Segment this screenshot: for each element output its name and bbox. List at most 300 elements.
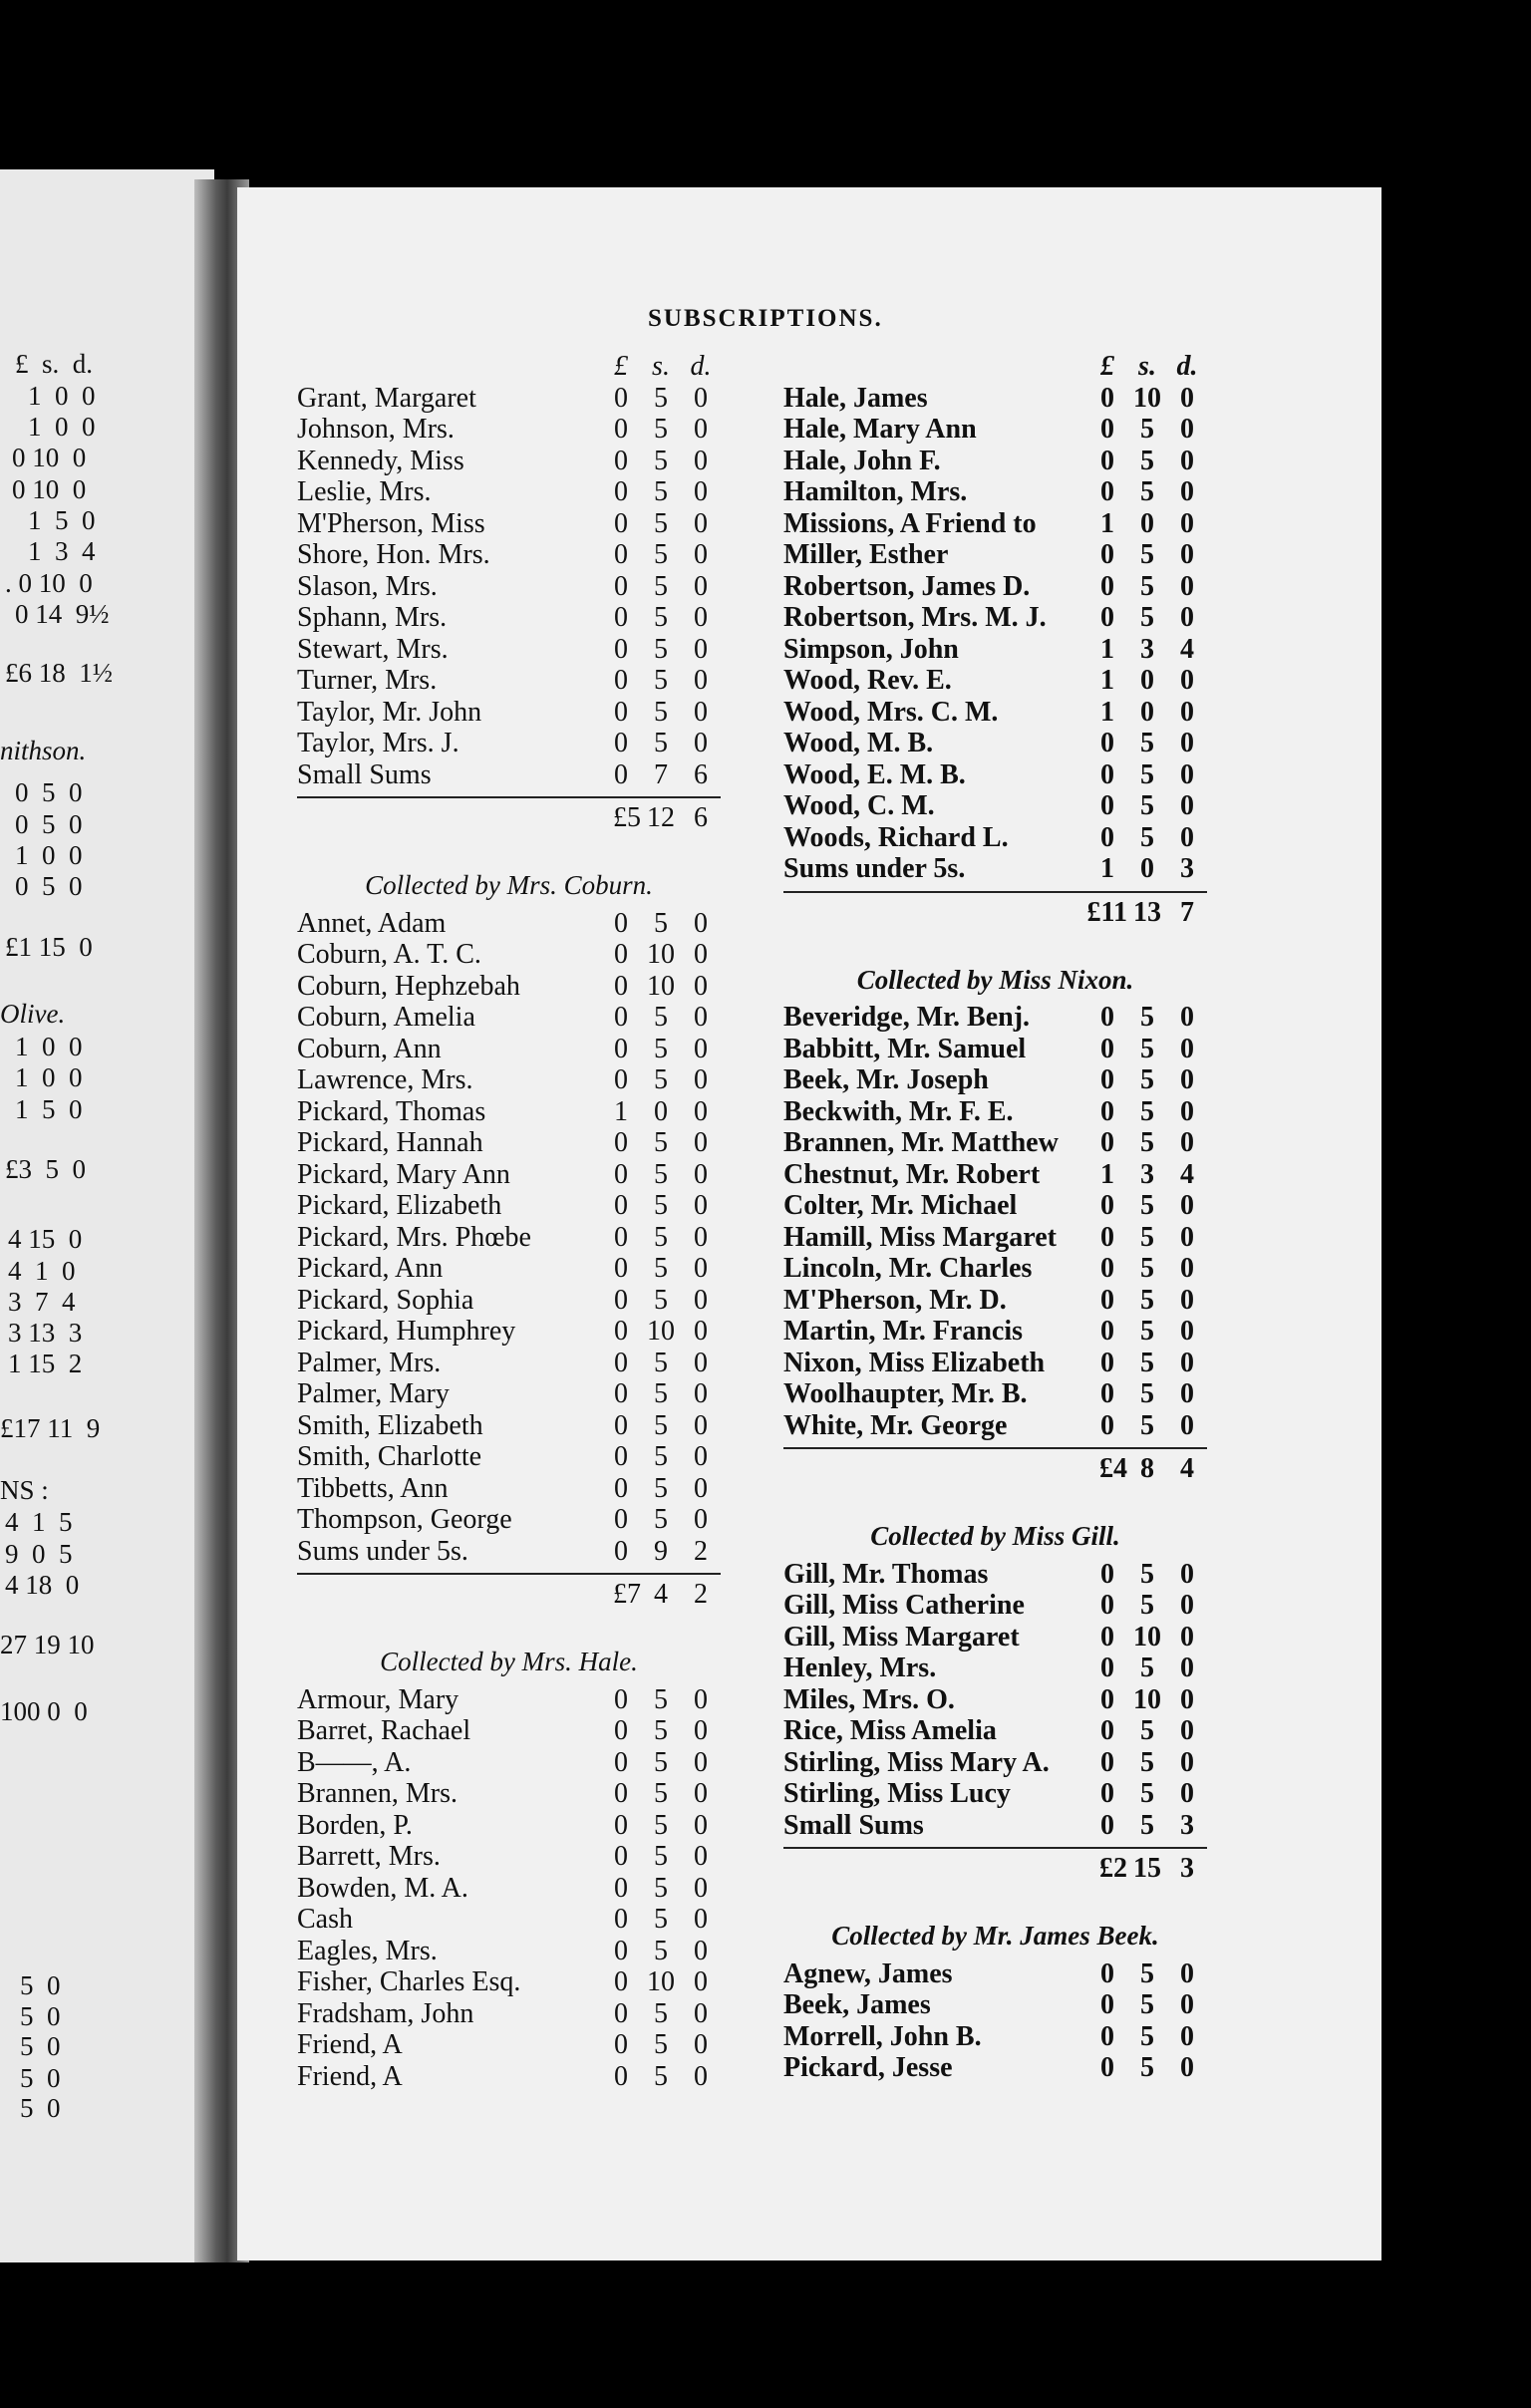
left-page-fragment: 1 0 0 [15, 1032, 83, 1061]
subscription-row [783, 1810, 1207, 1842]
total-rule [297, 796, 721, 798]
subscriber-name: Pickard, Thomas [297, 1095, 486, 1127]
shillings-value: 5 [1140, 445, 1154, 476]
shillings-value: 5 [654, 1158, 668, 1190]
pence-value: 0 [1180, 1621, 1194, 1653]
section-title: Collected by Mrs. Coburn. [365, 870, 653, 900]
shillings-value: 10 [1133, 1621, 1161, 1653]
left-page-fragment: 4 1 5 [5, 1507, 73, 1537]
pounds-value: 0 [1100, 1378, 1114, 1409]
pounds-value: 0 [614, 1683, 628, 1715]
total-shillings: 15 [1133, 1853, 1161, 1884]
subscription-row [297, 1159, 721, 1191]
shillings-value: 5 [1140, 1746, 1154, 1778]
pounds-value: 1 [1100, 633, 1114, 665]
subscription-row [297, 1410, 721, 1442]
subscriber-name: Grant, Margaret [297, 382, 476, 414]
subscription-row [783, 1653, 1207, 1684]
left-page-fragment: 0 10 0 [12, 443, 87, 472]
total-rule [783, 1847, 1207, 1849]
shillings-value: 5 [654, 1253, 668, 1284]
pounds-value: 0 [614, 970, 628, 1002]
pounds-value: 0 [614, 507, 628, 539]
left-page-fragment: £1 15 0 [5, 932, 93, 962]
pounds-value: 0 [614, 939, 628, 970]
pounds-value: 0 [1100, 1316, 1114, 1347]
pence-value: 0 [1180, 728, 1194, 758]
pounds-value: 0 [1100, 1590, 1114, 1621]
subscription-row [297, 414, 721, 446]
pence-value: 0 [694, 507, 708, 539]
shillings-value: 5 [1140, 790, 1154, 821]
total-pounds: £5 [613, 802, 641, 833]
subscription-row [783, 539, 1207, 571]
shillings-value: 5 [654, 1033, 668, 1064]
total-shillings: 12 [647, 802, 675, 833]
subscriber-name: Hamill, Miss Margaret [783, 1221, 1057, 1253]
shillings-value: 5 [654, 665, 668, 696]
subscription-row [783, 446, 1207, 477]
subscriber-name: Wood, E. M. B. [783, 758, 966, 790]
subscriber-name: Miles, Mrs. O. [783, 1683, 955, 1715]
pence-value: 0 [694, 1127, 708, 1158]
pounds-value: 0 [614, 1904, 628, 1935]
subscriber-name: Coburn, Ann [297, 1033, 442, 1064]
subscription-row [297, 1348, 721, 1379]
subscription-row [297, 728, 721, 759]
pounds-value: 0 [1100, 382, 1114, 414]
pence-value: 0 [694, 602, 708, 633]
subscription-row [783, 822, 1207, 854]
pounds-value: 0 [1100, 1284, 1114, 1316]
shillings-value: 5 [654, 1221, 668, 1253]
shillings-value: 5 [1140, 1316, 1154, 1347]
pounds-value: 0 [614, 1033, 628, 1064]
subscriber-name: Colter, Mr. Michael [783, 1190, 1018, 1221]
shillings-value: 5 [654, 1683, 668, 1715]
subscriber-name: Taylor, Mr. John [297, 696, 482, 728]
shillings-value: 0 [1140, 507, 1154, 539]
shillings-value: 5 [654, 1472, 668, 1504]
shillings-value: 10 [647, 939, 675, 970]
subscription-row [783, 697, 1207, 729]
pounds-value: 0 [614, 1809, 628, 1841]
left-page-fragment: 3 7 4 [8, 1287, 76, 1317]
pounds-value: 0 [614, 1347, 628, 1378]
left-page-fragment: 1 0 0 [15, 1062, 83, 1092]
pence-value: 0 [694, 1347, 708, 1378]
shillings-value: 5 [1140, 1284, 1154, 1316]
left-page-fragment: 4 1 0 [8, 1256, 76, 1286]
pounds-value: 0 [1100, 1653, 1114, 1683]
left-page-fragment: 1 15 2 [8, 1349, 83, 1378]
subscriber-name: Pickard, Humphrey [297, 1316, 516, 1347]
pence-value: 0 [1180, 758, 1194, 790]
pounds-value: 0 [1100, 1095, 1114, 1127]
shillings-value: 5 [654, 382, 668, 414]
shillings-value: 5 [1140, 1253, 1154, 1284]
section-total [297, 802, 721, 836]
pounds-value: 0 [614, 1441, 628, 1472]
subscriber-name: White, Mr. George [783, 1409, 1008, 1441]
pounds-value: 0 [614, 1316, 628, 1347]
subscriber-name: Sphann, Mrs. [297, 602, 448, 633]
pounds-value: 0 [614, 445, 628, 476]
shillings-value: 5 [654, 1715, 668, 1746]
shillings-value: 5 [654, 696, 668, 728]
shillings-value: 5 [1140, 758, 1154, 790]
pence-value: 0 [1180, 1590, 1194, 1621]
pounds-value: 0 [614, 1504, 628, 1535]
subscriber-name: Friend, A [297, 2060, 403, 2092]
subscription-row [783, 602, 1207, 634]
pounds-value: 0 [1100, 414, 1114, 445]
shillings-value: 9 [654, 1535, 668, 1567]
left-page-fragment: 0 14 9½ [15, 599, 110, 629]
pence-value: 3 [1180, 853, 1194, 884]
left-page-fragment: 1 0 0 [28, 412, 96, 442]
currency-head: s. [652, 351, 670, 382]
subscriber-name: Small Sums [297, 758, 432, 790]
right-column [783, 351, 1207, 2110]
section-total [783, 1453, 1207, 1487]
subscriber-name: Bowden, M. A. [297, 1872, 468, 1904]
shillings-value: 5 [654, 1064, 668, 1095]
pence-value: 0 [1180, 1221, 1194, 1253]
left-page-fragment: nithson. [0, 736, 87, 765]
pounds-value: 0 [614, 2060, 628, 2092]
pounds-value: 0 [1100, 476, 1114, 507]
currency-head: d. [690, 351, 712, 382]
shillings-value: 5 [654, 907, 668, 939]
shillings-value: 5 [654, 1127, 668, 1158]
shillings-value: 5 [1140, 1002, 1154, 1033]
pounds-value: 0 [614, 1409, 628, 1441]
shillings-value: 5 [1140, 1033, 1154, 1064]
total-pence: 2 [694, 1579, 708, 1610]
subscriber-name: Thompson, George [297, 1504, 512, 1535]
shillings-value: 5 [1140, 2020, 1154, 2052]
pounds-value: 1 [1100, 507, 1114, 539]
subscriber-name: M'Pherson, Miss [297, 507, 485, 539]
subscription-row [297, 2061, 721, 2093]
pence-value: 0 [694, 1841, 708, 1872]
subscription-row [297, 1441, 721, 1473]
total-pounds: £2 [1099, 1853, 1127, 1884]
subscription-row [783, 2052, 1207, 2084]
subscriber-name: Fisher, Charles Esq. [297, 1966, 521, 1997]
subscriber-name: Fradsham, John [297, 1997, 474, 2029]
shillings-value: 5 [654, 507, 668, 539]
pence-value: 0 [694, 1715, 708, 1746]
subscriber-name: Wood, M. B. [783, 728, 934, 758]
pence-value: 0 [1180, 1284, 1194, 1316]
total-pence: 4 [1180, 1453, 1194, 1484]
subscriber-name: Pickard, Mary Ann [297, 1158, 510, 1190]
currency-head: d. [1176, 351, 1198, 382]
subscription-row [783, 665, 1207, 697]
section-title: Collected by Mr. James Beek. [831, 1921, 1159, 1951]
shillings-value: 5 [1140, 1558, 1154, 1590]
left-page-fragment: 0 10 0 [12, 474, 87, 504]
subscriber-name: Woolhaupter, Mr. B. [783, 1378, 1028, 1409]
heads-spacer [783, 351, 1087, 383]
subscription-row [297, 1810, 721, 1842]
shillings-value: 5 [654, 633, 668, 665]
section-gap [297, 836, 721, 862]
pence-value: 0 [1180, 1253, 1194, 1284]
pence-value: 0 [1180, 1409, 1194, 1441]
left-page-fragment: 3 13 3 [8, 1318, 83, 1348]
subscriber-name: Woods, Richard L. [783, 821, 1009, 853]
pounds-value: 1 [614, 1095, 628, 1127]
subscription-row [297, 1473, 721, 1505]
subscription-row [297, 2029, 721, 2061]
section-total [783, 1853, 1207, 1887]
subscriber-name: Hale, James [783, 382, 928, 414]
pounds-value: 0 [1100, 1778, 1114, 1809]
subscription-row [783, 1559, 1207, 1591]
shillings-value: 10 [1133, 1683, 1161, 1715]
pounds-value: 0 [1100, 821, 1114, 853]
subscriber-name: Borden, P. [297, 1809, 413, 1841]
pounds-value: 0 [614, 1715, 628, 1746]
shillings-value: 5 [1140, 1409, 1154, 1441]
shillings-value: 5 [1140, 1347, 1154, 1378]
subscription-row [297, 1285, 721, 1317]
total-pence: 3 [1180, 1853, 1194, 1884]
subscriber-name: Beveridge, Mr. Benj. [783, 1002, 1031, 1033]
subscription-row [783, 1002, 1207, 1034]
left-page-fragment: 1 5 0 [15, 1094, 83, 1124]
pence-value: 0 [1180, 1127, 1194, 1158]
pounds-value: 0 [614, 1064, 628, 1095]
shillings-value: 5 [654, 1409, 668, 1441]
pence-value: 4 [1180, 633, 1194, 665]
subscriber-name: Robertson, Mrs. M. J. [783, 602, 1047, 633]
pounds-value: 0 [614, 1746, 628, 1778]
left-page-fragment: . 0 10 0 [5, 568, 93, 598]
subscriber-name: Beckwith, Mr. F. E. [783, 1095, 1014, 1127]
pounds-value: 0 [1100, 1957, 1114, 1989]
shillings-value: 3 [1140, 1158, 1154, 1190]
section-title: Collected by Mrs. Hale. [380, 1647, 638, 1676]
pence-value: 0 [694, 1683, 708, 1715]
left-page-fragment: 0 5 0 [15, 871, 83, 901]
pence-value: 0 [1180, 476, 1194, 507]
section-gap [783, 1487, 1207, 1513]
subscriber-name: Pickard, Sophia [297, 1284, 474, 1316]
subscription-row [297, 1316, 721, 1348]
pence-value: 0 [1180, 2052, 1194, 2083]
subscriber-name: Agnew, James [783, 1957, 953, 1989]
pounds-value: 0 [614, 633, 628, 665]
shillings-value: 5 [1140, 1809, 1154, 1841]
shillings-value: 5 [1140, 414, 1154, 445]
subscription-row [783, 1378, 1207, 1410]
pence-value: 0 [1180, 1989, 1194, 2020]
pounds-value: 0 [614, 907, 628, 939]
pence-value: 0 [694, 1778, 708, 1809]
pounds-value: 0 [1100, 1033, 1114, 1064]
pounds-value: 0 [614, 1190, 628, 1221]
subscription-row [297, 1378, 721, 1410]
pounds-value: 0 [1100, 539, 1114, 570]
pounds-value: 0 [1100, 1221, 1114, 1253]
shillings-value: 5 [1140, 1064, 1154, 1095]
total-shillings: 8 [1140, 1453, 1154, 1484]
subscriber-name: Hale, Mary Ann [783, 414, 977, 445]
shillings-value: 0 [1140, 665, 1154, 696]
subscription-row [783, 476, 1207, 508]
total-pounds: £7 [613, 1579, 641, 1610]
subscriber-name: Annet, Adam [297, 907, 447, 939]
shillings-value: 5 [654, 1809, 668, 1841]
pounds-value: 0 [1100, 602, 1114, 633]
subscription-row [783, 1684, 1207, 1716]
pence-value: 0 [694, 2060, 708, 2092]
shillings-value: 5 [654, 2029, 668, 2060]
subscriber-name: Rice, Miss Amelia [783, 1715, 997, 1746]
subscriber-name: Wood, C. M. [783, 790, 935, 821]
pounds-value: 0 [1100, 2020, 1114, 2052]
pence-value: 0 [1180, 1002, 1194, 1033]
left-page-fragment: 0 5 0 [15, 809, 83, 839]
shillings-value: 5 [1140, 821, 1154, 853]
subscriber-name: Henley, Mrs. [783, 1653, 937, 1683]
left-page-fragment: 27 19 10 [0, 1630, 95, 1659]
shillings-value: 10 [647, 970, 675, 1002]
left-page-fragment: £17 11 9 [0, 1413, 101, 1443]
total-pounds: £4 [1099, 1453, 1127, 1484]
heads-spacer [297, 351, 601, 383]
subscription-row [297, 1747, 721, 1779]
pence-value: 2 [694, 1535, 708, 1567]
shillings-value: 0 [1140, 696, 1154, 728]
subscriber-name: Pickard, Jesse [783, 2052, 953, 2083]
subscriber-name: Turner, Mrs. [297, 665, 438, 696]
pounds-value: 0 [1100, 790, 1114, 821]
subscriber-name: Small Sums [783, 1809, 924, 1841]
pounds-value: 0 [614, 1221, 628, 1253]
subscriber-name: Morrell, John B. [783, 2020, 982, 2052]
pence-value: 0 [694, 1095, 708, 1127]
pounds-value: 0 [1100, 1409, 1114, 1441]
pence-value: 0 [1180, 1558, 1194, 1590]
pence-value: 0 [694, 665, 708, 696]
subscription-row [783, 2021, 1207, 2053]
pounds-value: 0 [614, 1535, 628, 1567]
pounds-value: 0 [1100, 728, 1114, 758]
pounds-value: 1 [1100, 665, 1114, 696]
subscriber-name: Barrett, Mrs. [297, 1841, 441, 1872]
section-gap [297, 2092, 721, 2118]
left-page-fragment: 1 0 0 [15, 840, 83, 870]
total-pounds: £11 [1086, 896, 1127, 928]
subscriber-name: Kennedy, Miss [297, 445, 464, 476]
pounds-value: 0 [1100, 1715, 1114, 1746]
pounds-value: 0 [1100, 1127, 1114, 1158]
pounds-value: 0 [1100, 1621, 1114, 1653]
total-shillings: 13 [1133, 896, 1161, 928]
pounds-value: 0 [614, 728, 628, 758]
left-page-fragment: 5 0 [20, 2093, 61, 2123]
pounds-value: 0 [614, 476, 628, 507]
pounds-value: 0 [614, 570, 628, 602]
pence-value: 0 [694, 1190, 708, 1221]
subscription-row [783, 1190, 1207, 1222]
subscription-row [297, 1064, 721, 1096]
shillings-value: 5 [654, 728, 668, 758]
total-spacer [297, 1579, 586, 1613]
subscriber-name: Pickard, Hannah [297, 1127, 483, 1158]
subscription-row [783, 1285, 1207, 1317]
subscription-row [783, 1159, 1207, 1191]
subscriber-name: Smith, Charlotte [297, 1441, 482, 1472]
pence-value: 0 [694, 414, 708, 445]
pence-value: 0 [694, 1997, 708, 2029]
currency-head: £ [614, 351, 628, 382]
pence-value: 0 [1180, 1683, 1194, 1715]
left-page-fragment: 4 18 0 [5, 1570, 80, 1600]
pence-value: 3 [1180, 1809, 1194, 1841]
left-page-fragment: 5 0 [20, 2063, 61, 2093]
shillings-value: 5 [1140, 1127, 1154, 1158]
pence-value: 0 [694, 1472, 708, 1504]
subscriber-name: Stirling, Miss Mary A. [783, 1746, 1050, 1778]
left-page-fragment: 1 0 0 [28, 381, 96, 411]
left-page-fragment: 1 3 4 [28, 536, 96, 566]
pence-value: 0 [694, 1253, 708, 1284]
subscriber-name: Wood, Mrs. C. M. [783, 696, 999, 728]
pence-value: 0 [1180, 1095, 1194, 1127]
shillings-value: 5 [1140, 602, 1154, 633]
pounds-value: 0 [614, 1158, 628, 1190]
subscriber-name: M'Pherson, Mr. D. [783, 1284, 1007, 1316]
subscriber-name: Friend, A [297, 2029, 403, 2060]
pence-value: 0 [694, 1872, 708, 1904]
total-rule [783, 1447, 1207, 1449]
shillings-value: 5 [654, 476, 668, 507]
pounds-value: 0 [1100, 1347, 1114, 1378]
subscription-row [297, 1504, 721, 1536]
shillings-value: 5 [654, 1746, 668, 1778]
shillings-value: 5 [654, 1002, 668, 1033]
pence-value: 0 [694, 907, 708, 939]
subscriber-name: Johnson, Mrs. [297, 414, 455, 445]
pounds-value: 0 [614, 539, 628, 570]
pence-value: 0 [1180, 1653, 1194, 1683]
subscription-row [297, 602, 721, 634]
pence-value: 0 [694, 939, 708, 970]
pounds-value: 0 [1100, 758, 1114, 790]
subscription-row [783, 634, 1207, 666]
pounds-value: 0 [1100, 1683, 1114, 1715]
subscription-row [783, 790, 1207, 822]
subscriber-name: Nixon, Miss Elizabeth [783, 1347, 1046, 1378]
pence-value: 0 [1180, 602, 1194, 633]
shillings-value: 5 [654, 1872, 668, 1904]
subscription-row [297, 1873, 721, 1905]
subscriber-name: Missions, A Friend to [783, 507, 1037, 539]
pounds-value: 0 [614, 414, 628, 445]
subscription-row [783, 1410, 1207, 1442]
subscription-row [297, 1841, 721, 1873]
left-page-fragment: 4 15 0 [8, 1224, 83, 1254]
pence-value: 0 [1180, 1033, 1194, 1064]
subscriber-name: Brannen, Mrs. [297, 1778, 458, 1809]
subscriber-name: Babbitt, Mr. Samuel [783, 1033, 1027, 1064]
